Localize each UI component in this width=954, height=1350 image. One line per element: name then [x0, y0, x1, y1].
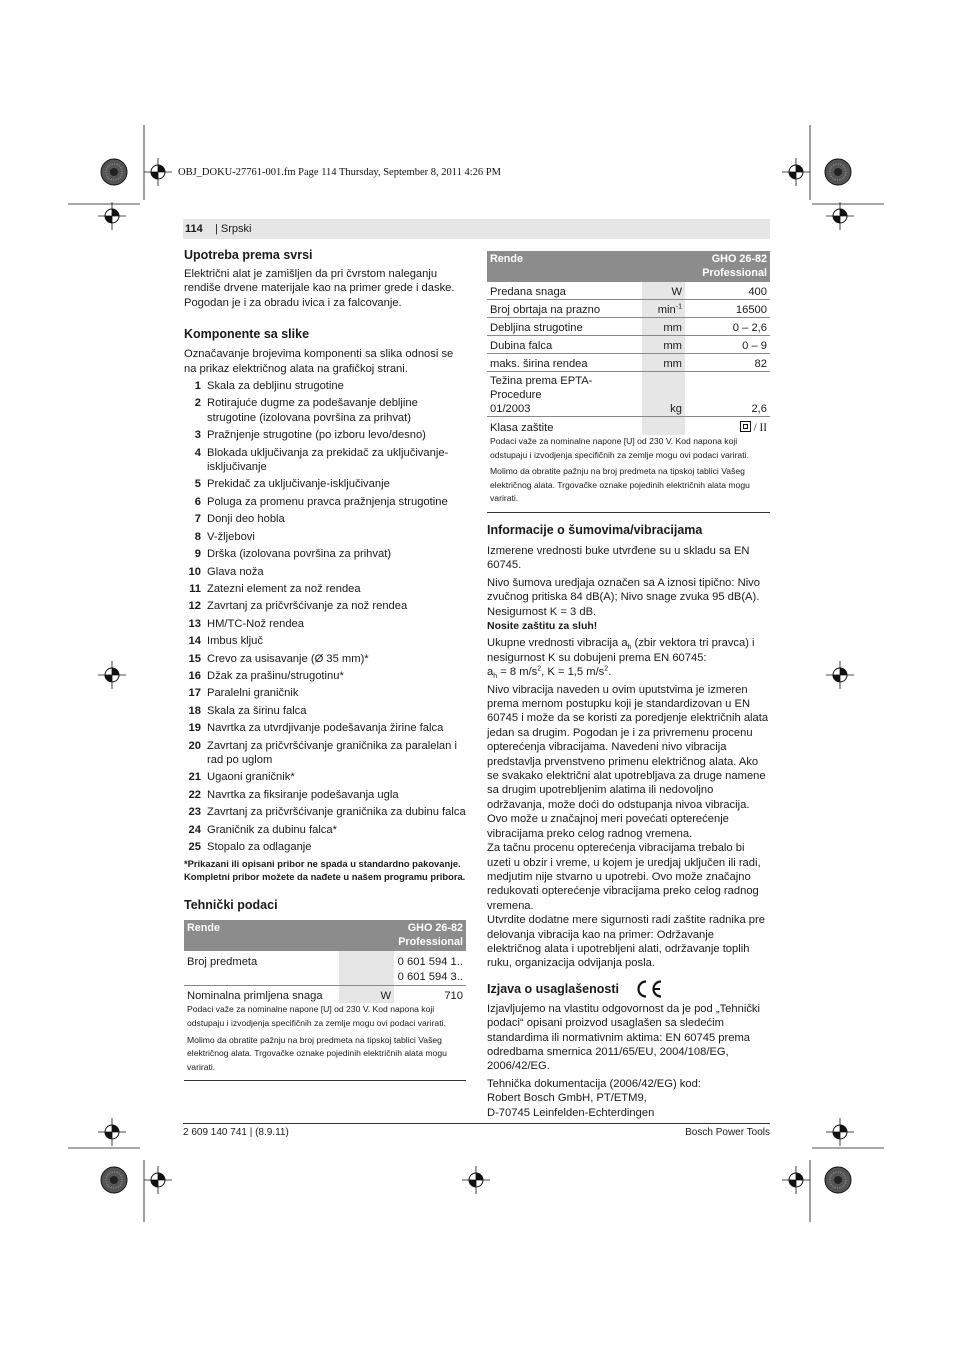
list-item: 22 Navrtka za fiksiranje podešavanja ugla [188, 788, 399, 801]
intended-use-text: Električni alat je zamišljen da pri čvrstom naleganju rendiše drvene materijale kao na primer grede i daske. Pogodan je i za obradu ivica i za falcovanje. [184, 268, 455, 309]
components-heading: Komponente sa slike [184, 327, 310, 342]
table-header-model: GHO 26-82 Professional [394, 920, 466, 951]
list-item: 2 Rotirajuće dugme za podešavanje debljine strugotine (izolovana površina za prihvat) [194, 397, 418, 424]
noise-text: Izmerene vrednosti buke utvrđene su u skladu sa EN 60745. [487, 544, 750, 572]
table-notes: Podaci važe za nominalne napone [U] od 230 V. Kod napona koji odstupaju i izvodjenja specifičnih za zemlje mogu ovi podaci varirati. Molimo da obratite pažnju na broj predmeta na tipskoj tablici Vašeg električnog alata. Trgovačke oznake pojedinih električnih alata mogu varirati. [487, 435, 770, 512]
list-item: 11 Zatezni element za nož rendea [189, 582, 361, 595]
list-item: 24 Graničnik za dubinu falca* [188, 823, 337, 836]
list-item: 25 Stopalo za odlaganje [188, 841, 312, 853]
right-column [487, 251, 770, 1120]
list-item: 9 Drška (izolovana površina za prihvat) [194, 548, 392, 561]
list-item: 6 Poluga za promenu pravca pražnjenja strugotine [194, 495, 448, 508]
table-header-row: Rende GHO 26-82 Professional [487, 251, 770, 282]
page-header [183, 219, 770, 239]
list-item: 16 Džak za prašinu/strugotinu* [188, 669, 344, 682]
table-row: Broj predmeta 0 601 594 1.. 0 601 594 3.. [184, 951, 466, 986]
list-item: 5 Prekidač za uključivanje-isključivanje [194, 478, 390, 491]
list-item: 13 HM/TC-Nož rendea [188, 617, 304, 630]
intended-use-heading: Upotreba prema svrsi [184, 248, 313, 262]
left-column [184, 248, 466, 1081]
tech-data-table-right [487, 251, 770, 513]
list-item: 20 Zavrtanj za pričvršćivanje graničnika za paralelan i rad po uglom [188, 739, 457, 766]
list-item: 1 Skala za debljinu strugotine [194, 380, 344, 393]
list-item: 14 Imbus ključ [188, 635, 263, 648]
tech-documentation: Tehnička dokumentacija (2006/42/EG) kod: Robert Bosch GmbH, PT/ETM9, D-70745 Leinfelden-Echterdingen [487, 1077, 701, 1119]
list-item: 3 Pražnjenje strugotine (po izboru levo/desno) [194, 429, 426, 442]
ce-mark-icon [634, 979, 664, 999]
list-item: 19 Navrtka za utvrdjivanje podešavanja žirine falca [188, 722, 444, 735]
table-row: Dubina falca mm 0 – 9 [487, 336, 770, 354]
list-item: 12 Zavrtanj za pričvršćivanje za nož rendea [188, 600, 408, 613]
list-item: 10 Glava noža [188, 565, 264, 578]
table-row: Težina prema EPTA-Procedure 01/2003 kg 2,6 [487, 372, 770, 417]
list-item: 7 Donji deo hobla [194, 513, 285, 526]
noise-text: Utvrdite dodatne mere sigurnosti radi zaštite radnika pre delovanja vibracija kao na primer: Održavanje električnog alata i upotrebljeni alati, održavanje toplih ruku, organizacija odvijanja posla. [487, 914, 765, 970]
footer-rule [183, 1123, 770, 1124]
list-item: 18 Skala za širinu falca [188, 704, 307, 717]
accessory-footnote: *Prikazani ili opisani pribor ne spada u standardno pakovanje. Kompletni pribor možete da nađete u našem programu pribora. [184, 858, 466, 882]
components-list [184, 379, 466, 854]
hearing-warning: Nosite zaštitu za sluh! [487, 620, 598, 632]
table-row: Klasa zaštite / II [487, 417, 770, 436]
table-header-label: Rende [184, 920, 339, 951]
components-intro: Označavanje brojevima komponenti sa slika odnosi se na prikaz električnog alata na grafičkoj strani. [184, 348, 454, 375]
table-row: Broj obrtaja na prazno $\min^{-1}$ 16500 [487, 300, 770, 318]
table-notes: Podaci važe za nominalne napone [U] od 230 V. Kod napona koji odstupaju i izvodjenja specifičnih za zemlje mogu ovi podaci varirati. Molimo da obratite pažnju na broj predmeta na tipskoj tablici Vašeg električnog alata. Trgovačke oznake pojedinih električnih alata mogu varirati. [184, 1003, 466, 1080]
list-item: 4 Blokada uključivanja za prekidač za uključivanje-isključivanje [194, 446, 449, 474]
protection-class-icon [740, 421, 751, 432]
tech-data-table-left [184, 920, 466, 1081]
noise-text: Nivo vibracija naveden u ovim uputstvima je izmeren prema mernom postupku koji je standardizovan u EN 60745 i može da se koristi za poredjenje električnih alata jedan sa drugim. Pogodan je i za privremenu procenu opterećenja vibracijama. Navedeni nivo vibracija predstavlja prvenstveno primenu električnog alata. Ako se svakako električni alat upotrebljava za druge namene sa drugim upotrebljenim alatima ili nedovoljno održavanja, može doći do odstupanja nivoa vibracija. Ovo može u značajnoj meri povećati opterećenje vibracijama preko celog radnog vremena. [487, 683, 769, 840]
page-number: 114 [185, 223, 203, 235]
noise-text: Nivo šumova uredjaja označen sa A iznosi tipično: Nivo zvučnog pritiska 84 dB(A); Nivo snage zvuka 95 dB(A). Nesigurnost K = 3 dB. [487, 576, 760, 618]
conformity-text: Izjavljujemo na vlastitu odgovornost da je pod „Tehnički podaci“ opisani proizvod usaglašen sa sledećim standardima ili normativnim aktima: EN 60745 prema odredbama smernica 2011/65/EU, 2004/108/EG, 2006/42/EG. [487, 1002, 760, 1073]
list-item: 23 Zavrtanj za pričvršćivanje graničnika za dubinu falca [188, 806, 466, 819]
list-item: 15 Crevo za usisavanje (Ø 35 mm)* [188, 652, 369, 665]
noise-text: Za tačnu procenu opterećenja vibracijama trebalo bi uzeti u obzir i vreme, u kojem je uredjaj uključen ili radi, medjutim nije stvarno u upotrebi. Ovo može značajno redukovati opterećenje vibracijama preko celog radnog vremena. [487, 842, 761, 912]
table-row: Nominalna primljena snaga W 710 [184, 986, 466, 1004]
table-row: Debljina strugotine mm 0 – 2,6 [487, 318, 770, 336]
list-item: 17 Paralelni graničnik [188, 687, 299, 700]
vibration-values: Ukupne vrednosti vibracija $a_h$ (zbir vektora tri pravca) i nesigurnost K su dobujeni prema EN 60745: $a_h = 8$ $m/s^2$, K = 1,5 $m/s^2$. [487, 637, 755, 681]
table-header-row [184, 920, 466, 951]
table-row: maks. širina rendea mm 82 [487, 354, 770, 372]
table-row: Predana snaga W 400 [487, 282, 770, 300]
list-item: 8 V-žljebovi [194, 530, 255, 543]
tech-data-heading: Tehnički podaci [184, 898, 278, 913]
footer-brand: Bosch Power Tools [685, 1127, 770, 1138]
language-label: | Srpski [215, 223, 252, 235]
footer-doc-number: 2 609 140 741 | (8.9.11) [183, 1127, 289, 1138]
conformity-heading: Izjava o usaglašenosti [487, 979, 770, 999]
print-info-line: OBJ_DOKU-27761-001.fm Page 114 Thursday, September 8, 2011 4:26 PM [178, 167, 501, 178]
list-item: 21 Ugaoni graničnik* [188, 771, 295, 784]
noise-heading: Informacije o šumovima/vibracijama [487, 522, 703, 537]
